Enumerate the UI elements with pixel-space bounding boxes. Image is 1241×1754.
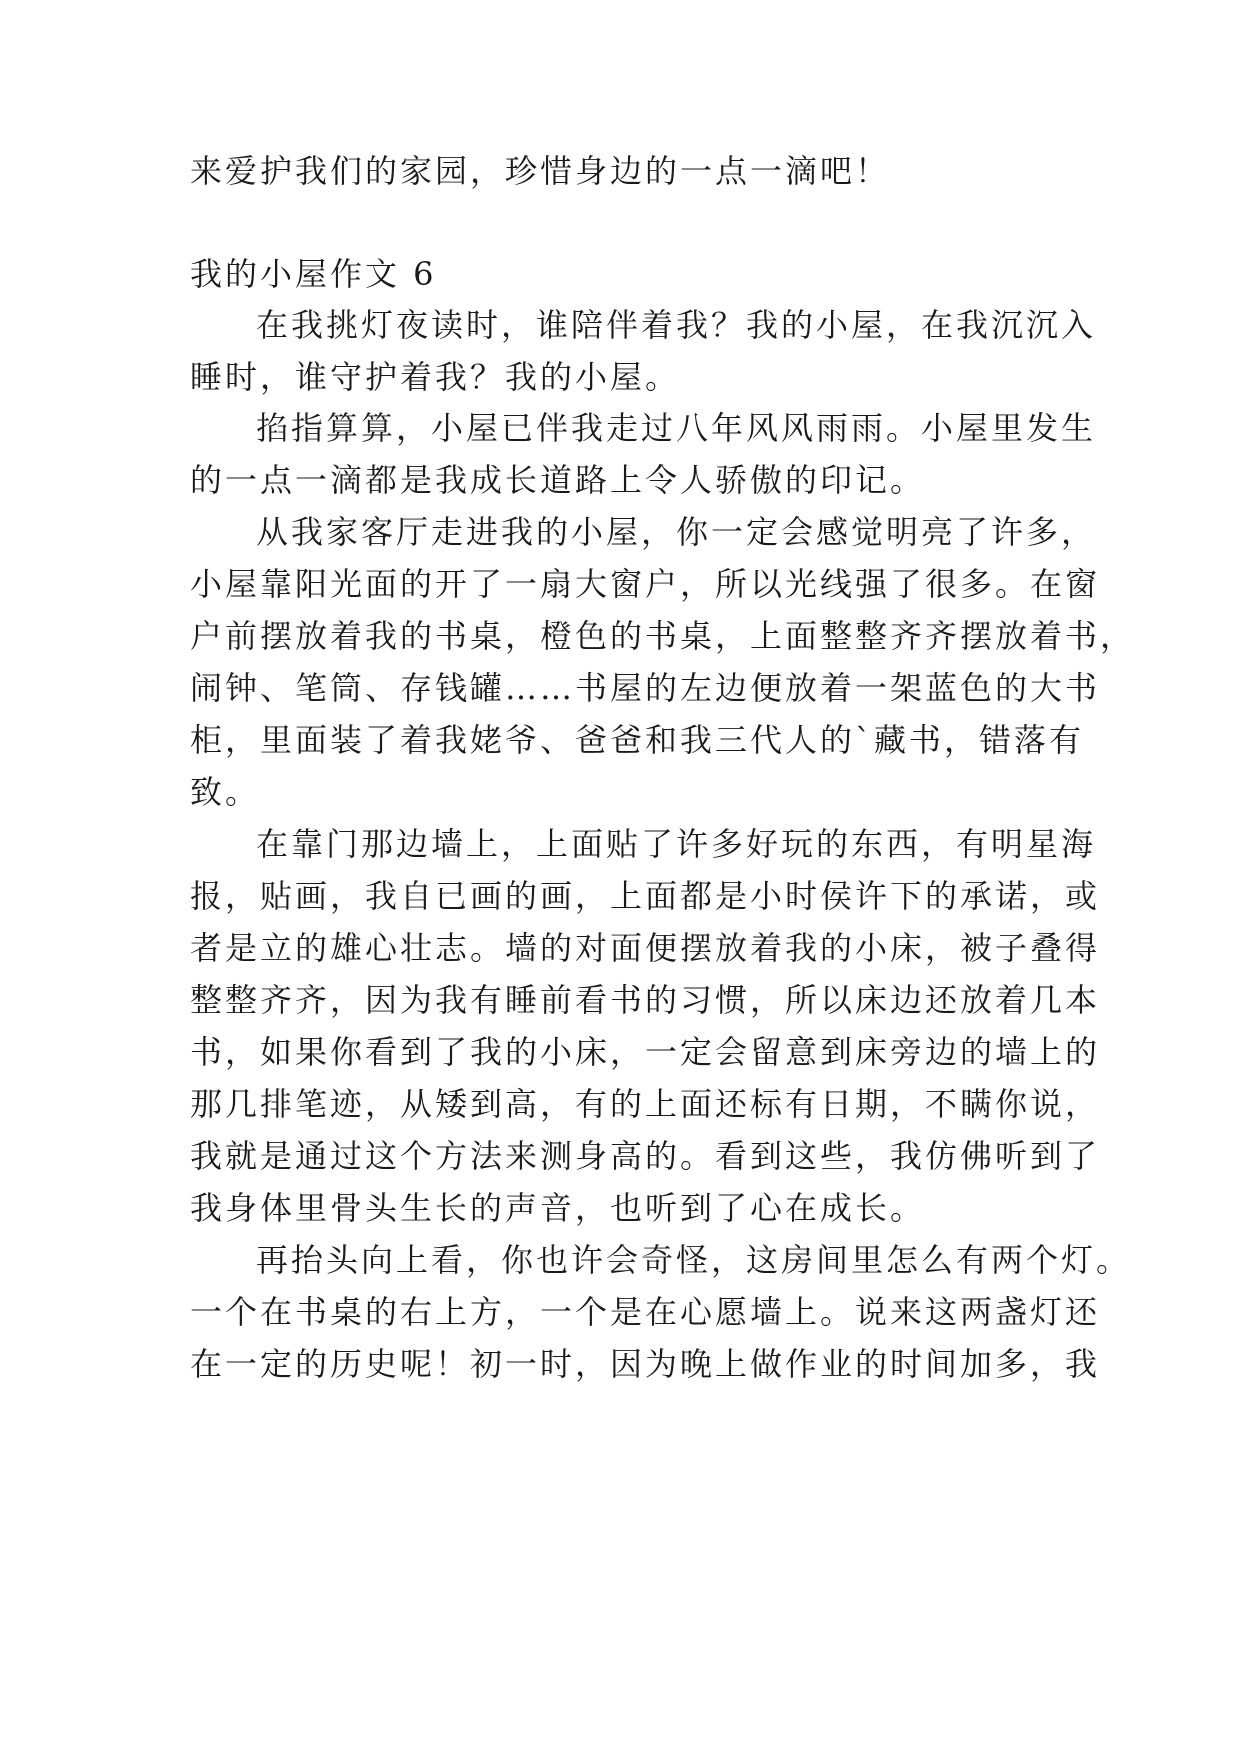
paragraph-line: 报，贴画，我自已画的画，上面都是小时侯许下的承诺，或 [190, 877, 1101, 915]
paragraph-line: 睡时，谁守护着我？我的小屋。 [190, 358, 681, 396]
paragraph-line: 的一点一滴都是我成长道路上令人骄傲的印记。 [190, 461, 926, 499]
paragraph-line: 小屋靠阳光面的开了一扇大窗户，所以光线强了很多。在窗 [190, 565, 1101, 603]
paragraph-line: 在我挑灯夜读时，谁陪伴着我？我的小屋，在我沉沉入 [256, 306, 1097, 344]
opening-line: 来爱护我们的家园，珍惜身边的一点一滴吧！ [190, 152, 891, 190]
paragraph-line: 书，如果你看到了我的小床，一定会留意到床旁边的墙上的 [190, 1033, 1101, 1071]
section-heading: 我的小屋作文 6 [190, 255, 437, 293]
paragraph-line: 在靠门那边墙上，上面贴了许多好玩的东西，有明星海 [256, 825, 1097, 863]
paragraph-line: 户前摆放着我的书桌，橙色的书桌，上面整整齐齐摆放着书， [190, 617, 1136, 655]
paragraph-line: 从我家客厅走进我的小屋，你一定会感觉明亮了许多， [256, 513, 1097, 551]
paragraph-line: 闹钟、笔筒、存钱罐……书屋的左边便放着一架蓝色的大书 [190, 669, 1101, 707]
paragraph-line: 柜，里面装了着我姥爷、爸爸和我三代人的`藏书，错落有 [190, 721, 1085, 759]
paragraph-line: 我就是通过这个方法来测身高的。看到这些，我仿佛听到了 [190, 1137, 1101, 1175]
paragraph-line: 致。 [190, 773, 261, 811]
paragraph-line: 那几排笔迹，从矮到高，有的上面还标有日期，不瞒你说， [190, 1085, 1101, 1123]
paragraph-line: 掐指算算，小屋已伴我走过八年风风雨雨。小屋里发生 [256, 409, 1097, 447]
paragraph-line: 再抬头向上看，你也许会奇怪，这房间里怎么有两个灯。 [256, 1241, 1132, 1279]
paragraph-line: 我身体里骨头生长的声音，也听到了心在成长。 [190, 1189, 926, 1227]
paragraph-line: 在一定的历史呢！初一时，因为晚上做作业的时间加多，我 [190, 1345, 1101, 1383]
paragraph-line: 一个在书桌的右上方，一个是在心愿墙上。说来这两盏灯还 [190, 1293, 1101, 1331]
paragraph-line: 整整齐齐，因为我有睡前看书的习惯，所以床边还放着几本 [190, 981, 1101, 1019]
paragraph-line: 者是立的雄心壮志。墙的对面便摆放着我的小床，被子叠得 [190, 929, 1101, 967]
